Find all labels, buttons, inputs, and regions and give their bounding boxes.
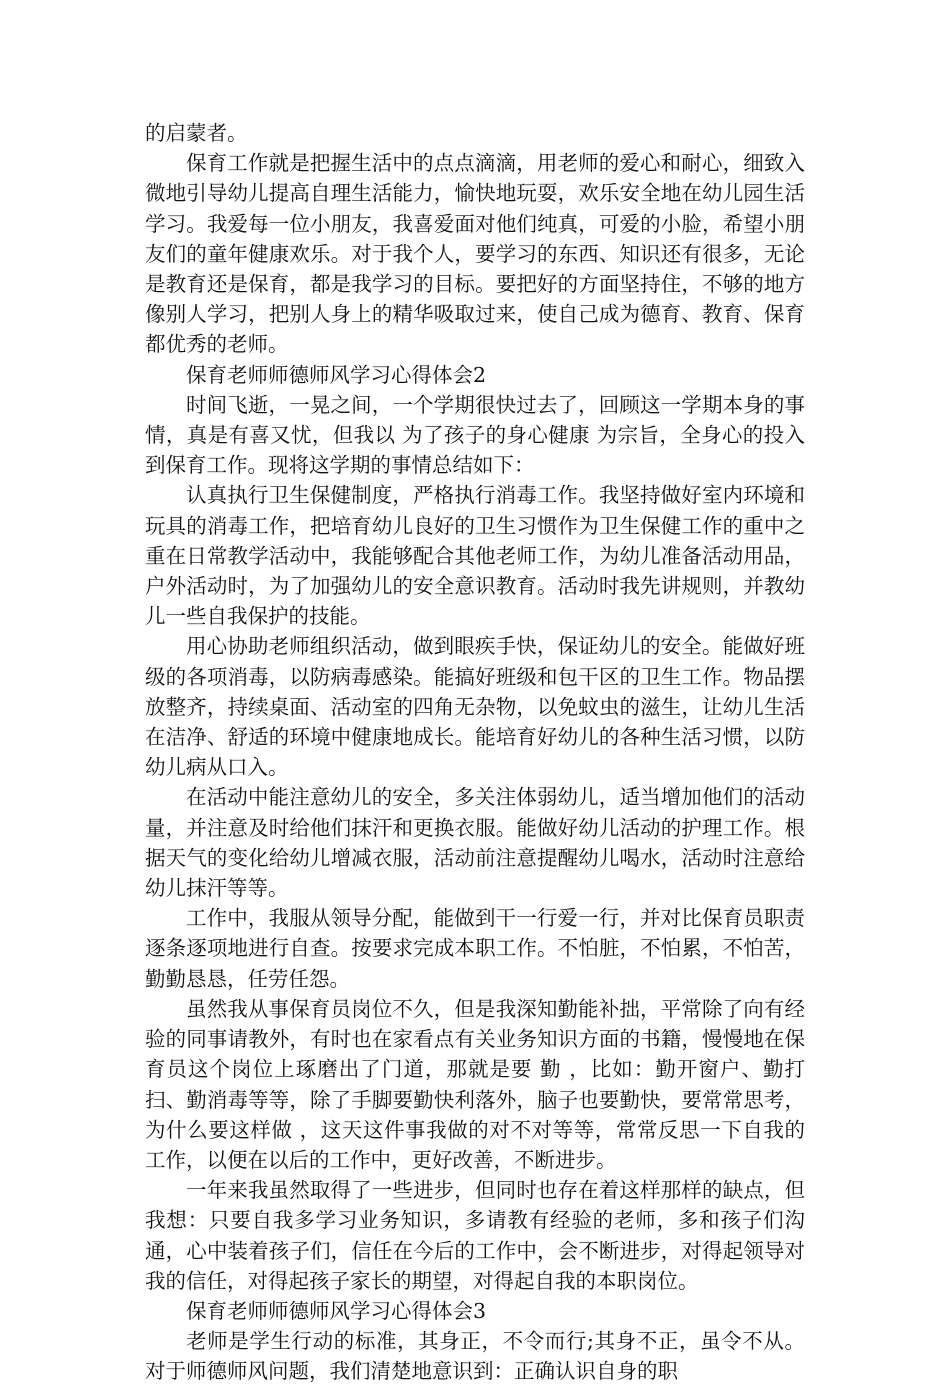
paragraph: 一年来我虽然取得了一些进步，但同时也存在着这样那样的缺点，但我想：只要自我多学习业务知识，多请教有经验的老师，多和孩子们沟通，心中装着孩子们，信任在今后的工作中，会不断进步，对得起领导对我的信任，对得起孩子家长的期望，对得起自我的本职岗位。 — [145, 1178, 805, 1293]
paragraph: 在活动中能注意幼儿的安全，多关注体弱幼儿，适当增加他们的活动量，并注意及时给他们抹汗和更换衣服。能做好幼儿活动的护理工作。根据天气的变化给幼儿增减衣服，活动前注意提醒幼儿喝水，活动时注意给幼儿抹汗等等。 — [145, 785, 805, 901]
paragraph-continuation: 的启蒙者。 — [145, 121, 248, 145]
paragraph: 认真执行卫生保健制度，严格执行消毒工作。我坚持做好室内环境和玩具的消毒工作，把培育幼儿良好的卫生习惯作为卫生保健工作的重中之重在日常教学活动中，我能够配合其他老师工作，为幼儿准备活动用品，户外活动时，为了加强幼儿的安全意识教育。活动时我先讲规则，并教幼儿一些自我保护的技能。 — [145, 483, 805, 629]
document-page — [145, 118, 805, 1387]
paragraph: 时间飞逝，一晃之间，一个学期很快过去了，回顾这一学期本身的事情，真是有喜又忧，但我以 为了孩子的身心健康 为宗旨，全身心的投入到保育工作。现将这学期的事情总结如下： — [145, 392, 805, 478]
section-heading: 保育老师师德师风学习心得体会2 — [186, 362, 487, 387]
paragraph: 虽然我从事保育员岗位不久，但是我深知勤能补拙，平常除了向有经验的同事请教外，有时也在家看点有关业务知识方面的书籍，慢慢地在保育员这个岗位上琢磨出了门道，那就是要 勤 ，比如：勤开窗户、勤打扫、勤消毒等等，除了手脚要勤快利落外，脑子也要勤快，要常常思考， 为什么要这样做 ，这天这件事我做的对不对等等，常常反思一下自我的工作，以便在以后的工作中，更好改善，不断进步。 — [145, 996, 805, 1172]
paragraph: 用心协助老师组织活动，做到眼疾手快，保证幼儿的安全。能做好班级的各项消毒，以防病毒感染。能搞好班级和包干区的卫生工作。物品摆放整齐，持续桌面、活动室的四角无杂物，以免蚊虫的滋生，让幼儿生活在洁净、舒适的环境中健康地成长。能培育好幼儿的各种生活习惯，以防幼儿病从口入。 — [145, 634, 805, 780]
paragraph: 工作中，我服从领导分配，能做到干一行爱一行，并对比保育员职责逐条逐项地进行自查。按要求完成本职工作。不怕脏，不怕累，不怕苦，勤勤恳恳，任劳任怨。 — [145, 906, 805, 991]
paragraph: 老师是学生行动的标准，其身正，不令而行;其身不正，虽令不从。对于师德师风问题，我们清楚地意识到：正确认识自身的职 — [145, 1329, 805, 1384]
paragraph: 保育工作就是把握生活中的点点滴滴，用老师的爱心和耐心，细致入微地引导幼儿提高自理生活能力，愉快地玩耍，欢乐安全地在幼儿园生活学习。我爱每一位小朋友，我喜爱面对他们纯真，可爱的小脸，希望小朋友们的童年健康欢乐。对于我个人，要学习的东西、知识还有很多，无论是教育还是保育，都是我学习的目标。要把好的方面坚持住，不够的地方像别人学习，把别人身上的精华吸取过来，使自己成为德育、教育、保育都优秀的老师。 — [145, 151, 805, 357]
section-heading: 保育老师师德师风学习心得体会3 — [186, 1298, 487, 1323]
